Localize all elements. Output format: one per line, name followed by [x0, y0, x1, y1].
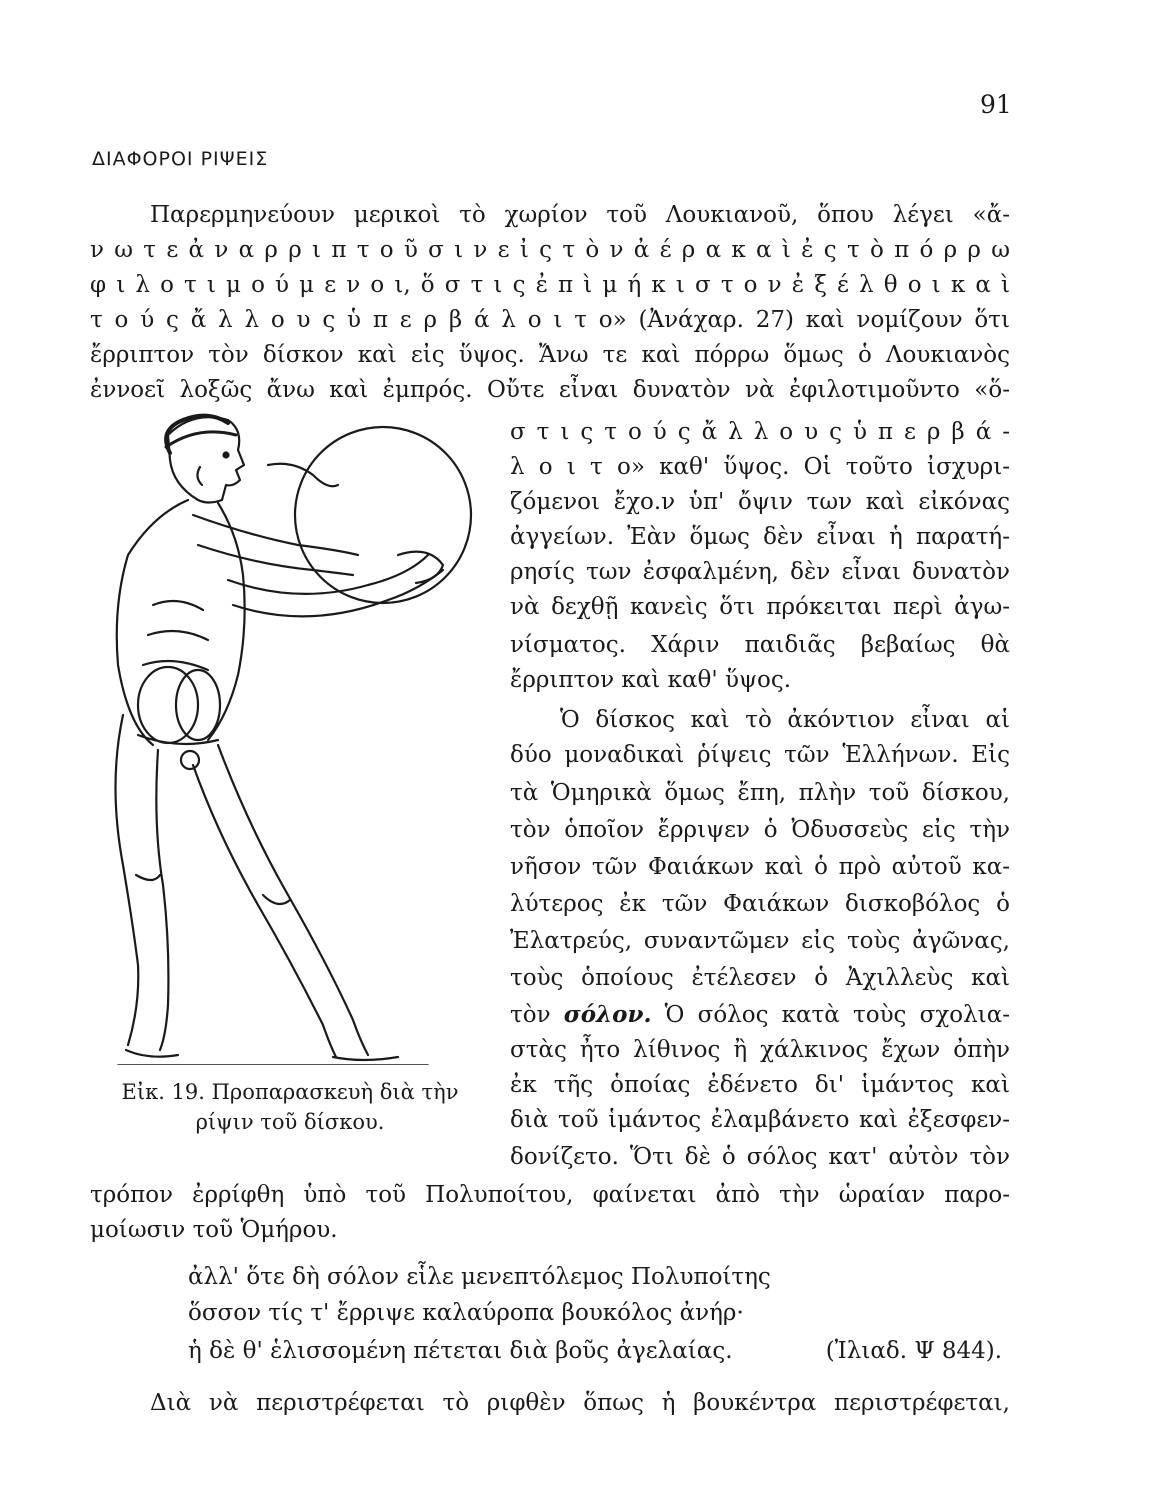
front-leg-outer	[218, 745, 368, 1055]
text-line: Παρερμηνεύουν μερικοὶ τὸ χωρίον τοῦ Λουκιανοῦ, ὅπου λέγει «ἄ-	[150, 202, 1010, 228]
text-line: φ ι λ ο τ ι μ ο ύ μ ε ν ο ι, ὅ σ τ ι ς ἐ π ὶ μ ή κ ι σ τ ο ν ἐ ξ έ λ θ ο ι κ α ὶ	[90, 272, 1010, 298]
text-line: ἔρριπτον καὶ καθ' ὕψος.	[510, 667, 792, 693]
text-line: δύο μοναδικαὶ ῥίψεις τῶν Ἑλλήνων. Εἰς	[510, 742, 1010, 768]
text-line	[510, 452, 1010, 482]
groin	[181, 751, 199, 769]
text-line: τρόπον ἐρρίφθη ὑπὸ τοῦ Πολυποίτου, φαίνεται ἀπὸ τὴν ὡραίαν παρο-	[90, 1182, 1010, 1208]
text-line: διὰ τοῦ ἱμάντος ἐλαμβάνετο καὶ ἐξεσφεν-	[510, 1107, 1010, 1133]
discus	[295, 427, 471, 603]
text-line: δονίζετο. Ὅτι δὲ ὁ σόλος κατ' αὐτὸν τὸν	[510, 1144, 1010, 1170]
foot-rear	[126, 1050, 178, 1057]
text-line: σ τ ι ς τ ο ύ ς ἄ λ λ ο υ ς ὑ π ε ρ β ά -	[510, 419, 1010, 445]
front-leg-inner	[193, 765, 336, 1057]
headband	[166, 432, 236, 447]
text-line	[90, 305, 1010, 335]
verse-line: ὅσσον τίς τ' ἔρριψε καλαύροπα βουκόλος ἀνήρ·	[188, 1300, 744, 1326]
text-line: Ὁ δίσκος καὶ τὸ ἀκόντιον εἶναι αἱ	[560, 707, 1010, 733]
abs-2	[148, 631, 208, 640]
text-line: τὸν ὁποῖον ἔρριψεν ὁ Ὀδυσσεὺς εἰς τὴν	[510, 817, 1010, 843]
text-line: νῆσον τῶν Φαιάκων καὶ ὁ πρὸ αὐτοῦ κα-	[510, 854, 1010, 880]
text-line: ἔρριπτον τὸν δίσκον καὶ εἰς ὕψος. Ἄνω τε καὶ πόρρω ὅμως ὁ Λουκιανὸς	[90, 342, 1010, 368]
text-line: νίσματος. Χάριν παιδιᾶς βεβαίως θὰ	[510, 632, 1010, 658]
rear-leg-outer	[116, 715, 139, 1045]
text-line	[510, 1000, 1010, 1030]
text-line: Ἐλατρεύς, συναντῶμεν εἰς τοὺς ἀγῶνας,	[510, 928, 1010, 954]
abs-1	[153, 601, 203, 610]
discus-thrower-figure	[98, 405, 498, 1065]
text-run: (Ἀνάχαρ. 27) καὶ νομίζουν ὅτι	[626, 307, 1010, 333]
text-line: ζόμενοι ἔχο.ν ὑπ' ὄψιν των καὶ εἰκόνας	[510, 489, 1010, 515]
text-line: ἀγγείων. Ἐὰν ὅμως δὲν εἶναι ἡ παρατή-	[510, 524, 1010, 550]
verse-line: ἀλλ' ὅτε δὴ σόλον εἷλε μενεπτόλεμος Πολυποίτης	[188, 1264, 771, 1290]
figure-caption-line-2: ρίψιν τοῦ δίσκου.	[195, 1110, 385, 1134]
forearm-front	[233, 570, 443, 616]
text-line: ἐκ τῆς ὁποίας ἐδένετο δι' ἱμάντος καὶ	[510, 1072, 1010, 1098]
knee-front	[263, 895, 290, 904]
ear	[197, 467, 202, 485]
rear-leg-inner	[156, 750, 168, 1050]
upper-arm-rear	[193, 515, 358, 555]
hand-lower	[398, 552, 443, 583]
text-line: νὰ δεχθῇ κανεὶς ὅτι πρόκειται περὶ ἀγω-	[510, 594, 1010, 620]
text-line: Διὰ νὰ περιστρέφεται τὸ ριφθὲν ὅπως ἡ βουκέντρα περιστρέφεται,	[150, 1390, 1010, 1416]
text-line: ν ω τ ε ἀ ν α ρ ρ ι π τ ο ῦ σ ι ν ε ἰ ς τ ὸ ν ἀ έ ρ α κ α ὶ ἐ ς τ ὸ π ό ρ ρ ω	[90, 237, 1010, 263]
text-line: τοὺς ὁποίους ἐτέλεσεν ὁ Ἀχιλλεὺς καὶ	[510, 965, 1010, 991]
torso-back	[117, 500, 188, 745]
abdomen	[138, 667, 198, 743]
spaced-quote: τ ο ύ ς ἄ λ λ ο υ ς ὑ π ε ρ β ά λ ο ι τ ο»	[90, 307, 627, 333]
text-line: μοίωσιν τοῦ Ὁμήρου.	[90, 1217, 338, 1243]
figure-caption-line-1: Εἰκ. 19. Προπαρασκευὴ διὰ τὴν	[121, 1080, 459, 1104]
torso-front	[208, 503, 245, 740]
text-line: ἐννοεῖ λοξῶς ἄνω καὶ ἐμπρός. Οὔτε εἶναι δυνατὸν νὰ ἐφιλοτιμοῦντο «ὅ-	[90, 377, 1010, 403]
emphasized-term: σόλον.	[563, 1001, 652, 1028]
text-line: στὰς ἦτο λίθινος ἢ χάλκινος ἔχων ὀπὴν	[510, 1037, 1010, 1063]
text-run: καθ' ὕψος. Οἱ τοῦτο ἰσχυρι-	[644, 454, 1010, 480]
eye	[224, 453, 229, 458]
text-run: τὸν	[510, 1002, 564, 1028]
head-outline	[168, 417, 244, 502]
knee-rear	[136, 875, 160, 880]
running-head: ΔΙΑΦΟΡΟΙ ΡΙΨΕΙΣ	[92, 148, 269, 170]
hand-upper	[268, 464, 338, 487]
text-line: ρησίς των ἐσφαλμένη, δὲν εἶναι δυνατὸν	[510, 559, 1010, 585]
foot-front	[333, 1057, 398, 1060]
page-number: 91	[980, 90, 1012, 119]
verse-line: ἡ δὲ θ' ἑλισσομένη πέτεται διὰ βοῦς ἀγελαίας.	[188, 1338, 733, 1364]
text-line: λύτερος ἐκ τῶν Φαιάκων δισκοβόλος ὁ	[510, 891, 1010, 917]
text-run: Ὁ σόλος κατὰ τοὺς σχολια-	[651, 1002, 1011, 1028]
spaced-quote: λ ο ι τ ο»	[510, 454, 645, 480]
text-line: τὰ Ὁμηρικὰ ὅμως ἔπη, πλὴν τοῦ δίσκου,	[510, 780, 1010, 806]
verse-reference: (Ἰλιαδ. Ψ 844).	[825, 1338, 1002, 1364]
